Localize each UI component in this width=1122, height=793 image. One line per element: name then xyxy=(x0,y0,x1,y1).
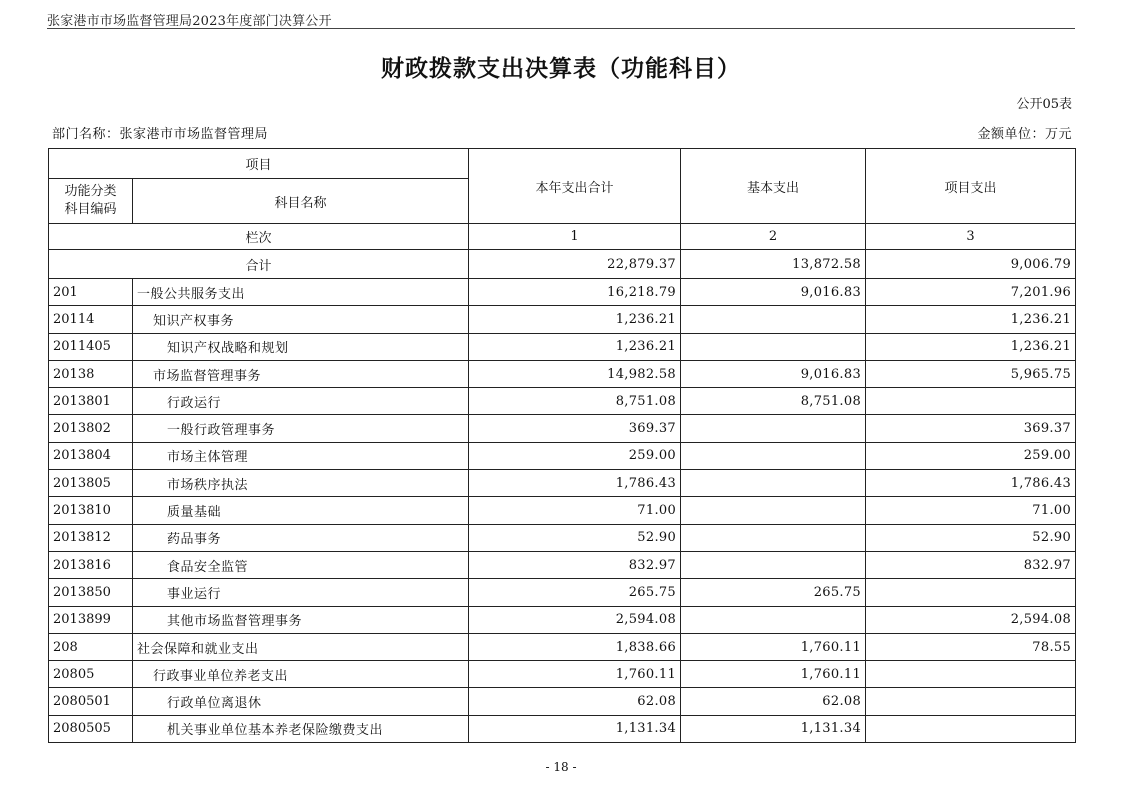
row-total: 1,236.21 xyxy=(469,333,681,360)
row-project xyxy=(866,688,1076,715)
table-row xyxy=(49,715,1076,742)
row-total: 369.37 xyxy=(469,415,681,442)
row-code: 2013804 xyxy=(49,442,133,469)
row-project xyxy=(866,579,1076,606)
row-basic: 265.75 xyxy=(681,579,866,606)
row-name: 药品事务 xyxy=(133,524,469,551)
row-name: 市场监督管理事务 xyxy=(133,360,469,387)
row-basic xyxy=(681,551,866,578)
row-total: 1,236.21 xyxy=(469,306,681,333)
row-total: 71.00 xyxy=(469,497,681,524)
row-project: 7,201.96 xyxy=(866,279,1076,306)
row-code: 2080505 xyxy=(49,715,133,742)
row-total: 259.00 xyxy=(469,442,681,469)
budget-table xyxy=(48,148,1076,743)
header-code xyxy=(49,179,133,224)
table-row xyxy=(49,306,1076,333)
row-project: 71.00 xyxy=(866,497,1076,524)
row-name: 食品安全监管 xyxy=(133,551,469,578)
row-name: 事业运行 xyxy=(133,579,469,606)
row-project: 78.55 xyxy=(866,633,1076,660)
row-basic: 1,760.11 xyxy=(681,661,866,688)
row-name: 其他市场监督管理事务 xyxy=(133,606,469,633)
row-basic xyxy=(681,524,866,551)
row-project xyxy=(866,715,1076,742)
total-row-total: 22,879.37 xyxy=(469,250,681,279)
row-code: 208 xyxy=(49,633,133,660)
row-name: 市场秩序执法 xyxy=(133,470,469,497)
row-name: 社会保障和就业支出 xyxy=(133,633,469,660)
row-project: 1,236.21 xyxy=(866,306,1076,333)
row-name: 市场主体管理 xyxy=(133,442,469,469)
row-basic xyxy=(681,306,866,333)
table-row xyxy=(49,360,1076,387)
row-total: 62.08 xyxy=(469,688,681,715)
row-code: 2013816 xyxy=(49,551,133,578)
total-row-label: 合计 xyxy=(49,250,469,279)
row-code: 2013810 xyxy=(49,497,133,524)
row-project: 259.00 xyxy=(866,442,1076,469)
form-code: 公开05表 xyxy=(1016,97,1072,112)
page-number: - 18 - xyxy=(545,760,577,774)
row-project: 1,786.43 xyxy=(866,470,1076,497)
row-code: 2013802 xyxy=(49,415,133,442)
row-code: 2013850 xyxy=(49,579,133,606)
row-total: 16,218.79 xyxy=(469,279,681,306)
column-index-label: 栏次 xyxy=(49,224,469,250)
row-total: 1,760.11 xyxy=(469,661,681,688)
row-project: 1,236.21 xyxy=(866,333,1076,360)
row-project: 832.97 xyxy=(866,551,1076,578)
row-name: 质量基础 xyxy=(133,497,469,524)
row-basic xyxy=(681,333,866,360)
header-basic: 基本支出 xyxy=(681,149,866,224)
row-name: 行政单位离退休 xyxy=(133,688,469,715)
row-name: 行政运行 xyxy=(133,388,469,415)
table-body xyxy=(49,279,1076,743)
table-row xyxy=(49,524,1076,551)
row-basic xyxy=(681,497,866,524)
row-project xyxy=(866,661,1076,688)
total-row-project: 9,006.79 xyxy=(866,250,1076,279)
row-code: 201 xyxy=(49,279,133,306)
row-basic: 62.08 xyxy=(681,688,866,715)
table-row xyxy=(49,279,1076,306)
column-index-1: 1 xyxy=(469,224,681,250)
row-total: 1,786.43 xyxy=(469,470,681,497)
row-name: 一般行政管理事务 xyxy=(133,415,469,442)
row-total: 1,838.66 xyxy=(469,633,681,660)
row-project: 52.90 xyxy=(866,524,1076,551)
row-basic: 9,016.83 xyxy=(681,279,866,306)
row-code: 2080501 xyxy=(49,688,133,715)
row-code: 20138 xyxy=(49,360,133,387)
header-item: 项目 xyxy=(49,149,469,179)
row-code: 20114 xyxy=(49,306,133,333)
row-basic xyxy=(681,442,866,469)
table-row xyxy=(49,415,1076,442)
row-total: 1,131.34 xyxy=(469,715,681,742)
row-project: 2,594.08 xyxy=(866,606,1076,633)
row-name: 知识产权事务 xyxy=(133,306,469,333)
column-index-2: 2 xyxy=(681,224,866,250)
row-project xyxy=(866,388,1076,415)
row-code: 2013805 xyxy=(49,470,133,497)
table-row xyxy=(49,579,1076,606)
table-row xyxy=(49,633,1076,660)
row-name: 知识产权战略和规划 xyxy=(133,333,469,360)
row-project: 5,965.75 xyxy=(866,360,1076,387)
header-code-line2: 科目编码 xyxy=(64,202,117,217)
total-row-basic: 13,872.58 xyxy=(681,250,866,279)
header-code-line1: 功能分类 xyxy=(64,184,117,199)
table-row xyxy=(49,551,1076,578)
header-name: 科目名称 xyxy=(133,179,469,224)
table-row xyxy=(49,442,1076,469)
row-code: 2013801 xyxy=(49,388,133,415)
table-row xyxy=(49,497,1076,524)
row-name: 行政事业单位养老支出 xyxy=(133,661,469,688)
row-basic xyxy=(681,606,866,633)
row-code: 2011405 xyxy=(49,333,133,360)
row-project: 369.37 xyxy=(866,415,1076,442)
table-row xyxy=(49,470,1076,497)
table-row xyxy=(49,661,1076,688)
page-title: 财政拨款支出决算表（功能科目） xyxy=(381,56,741,82)
running-header: 张家港市市场监督管理局2023年度部门决算公开 xyxy=(47,14,332,29)
header-project: 项目支出 xyxy=(866,149,1076,224)
row-basic xyxy=(681,415,866,442)
table-row xyxy=(49,606,1076,633)
table-row xyxy=(49,688,1076,715)
row-code: 2013899 xyxy=(49,606,133,633)
row-total: 8,751.08 xyxy=(469,388,681,415)
table-row xyxy=(49,388,1076,415)
row-basic: 9,016.83 xyxy=(681,360,866,387)
table-row xyxy=(49,333,1076,360)
header-total: 本年支出合计 xyxy=(469,149,681,224)
row-basic: 1,131.34 xyxy=(681,715,866,742)
row-code: 20805 xyxy=(49,661,133,688)
row-total: 265.75 xyxy=(469,579,681,606)
row-basic: 1,760.11 xyxy=(681,633,866,660)
row-code: 2013812 xyxy=(49,524,133,551)
row-total: 14,982.58 xyxy=(469,360,681,387)
column-index-3: 3 xyxy=(866,224,1076,250)
row-name: 机关事业单位基本养老保险缴费支出 xyxy=(133,715,469,742)
header-divider xyxy=(47,28,1075,29)
row-total: 832.97 xyxy=(469,551,681,578)
row-name: 一般公共服务支出 xyxy=(133,279,469,306)
row-total: 52.90 xyxy=(469,524,681,551)
row-basic: 8,751.08 xyxy=(681,388,866,415)
amount-unit: 金额单位：万元 xyxy=(977,127,1072,142)
department-name: 部门名称：张家港市市场监督管理局 xyxy=(52,127,269,142)
row-total: 2,594.08 xyxy=(469,606,681,633)
row-basic xyxy=(681,470,866,497)
